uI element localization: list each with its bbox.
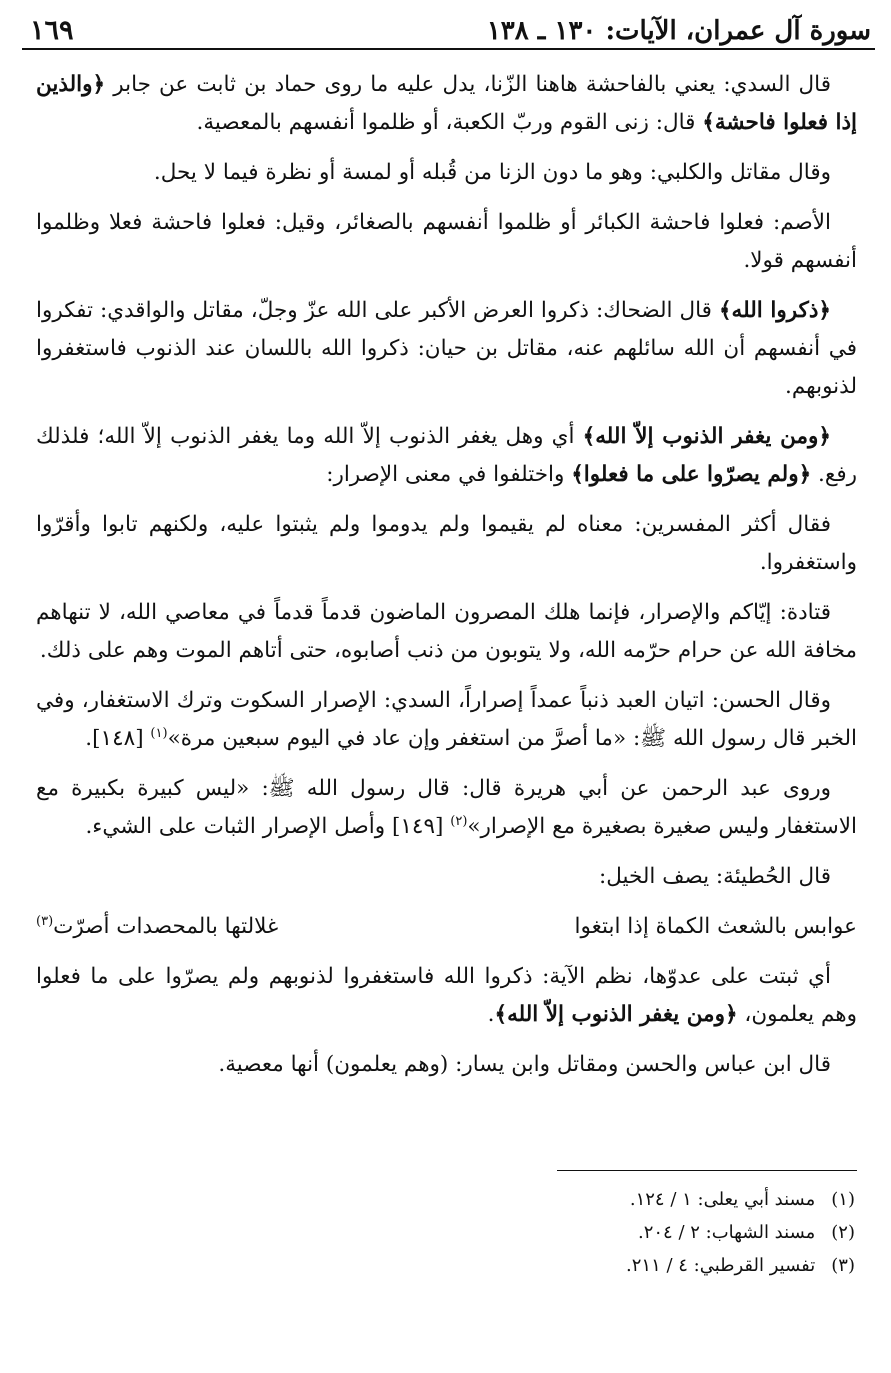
paragraph (36, 66, 857, 142)
footnote-marker: (٣) (36, 913, 54, 929)
paragraph-text: وقال الحسن: اتيان العبد ذنباً عمداً إصراراً، السدي: الإصرار السكوت وترك الاستغفار، وفي الخبر قال رسول الله ﷺ: «ما أصرَّ من استغفر وإن عاد في اليوم سبعين مرة» (36, 688, 857, 751)
footnote (626, 1249, 855, 1282)
footnote-number: (١) (831, 1189, 855, 1210)
footnote-text: تفسير القرطبي: ٤ / ٢١١. (626, 1255, 816, 1276)
footnote-number: (٢) (831, 1222, 855, 1243)
paragraph (36, 418, 857, 494)
paragraph-text: [١٤٨]. (85, 726, 151, 751)
footnote-number: (٣) (831, 1255, 855, 1276)
paragraph (36, 506, 857, 582)
footnote (626, 1183, 855, 1216)
footnote-text: مسند أبي يعلى: ١ / ١٢٤. (629, 1189, 816, 1210)
surah-title: سورة آل عمران، الآيات: ١٣٠ ـ ١٣٨ (486, 16, 871, 46)
paragraph (36, 204, 857, 280)
paragraph-text: وروى عبد الرحمن عن أبي هريرة قال: قال رسول الله ﷺ: «ليس كبيرة بكبيرة مع الاستغفار وليس صغيرة بصغيرة مع الإصرار» (36, 776, 857, 839)
paragraph-text: [١٤٩] وأصل الإصرار الثبات على الشيء. (85, 814, 451, 839)
quran-quote: ﴿ولم يصرّوا على ما فعلوا﴾ (571, 462, 812, 487)
paragraphs-before-verse (36, 66, 857, 896)
poetry-verse (36, 908, 857, 946)
verse-second-hemistich (36, 908, 278, 946)
page-number: ١٦٩ (30, 15, 74, 46)
paragraph (36, 958, 857, 1034)
footnote (626, 1216, 855, 1249)
verse-first-hemistich (575, 908, 857, 946)
paragraph-text: أي ثبتت على عدوّها، نظم الآية: ذكروا الله فاستغفروا لذنوبهم ولم يصرّوا على ما فعلوا وهم يعلمون، (36, 964, 857, 1027)
paragraph-text: قال الحُطيئة: يصف الخيل: (598, 864, 831, 889)
paragraph-text: قال: زنى القوم وربّ الكعبة، أو ظلموا أنفسهم بالمعصية. (196, 110, 703, 135)
quran-quote: ﴿ذكروا الله﴾ (718, 298, 831, 323)
paragraph (36, 1046, 857, 1084)
paragraphs-after-verse (36, 958, 857, 1084)
running-header (30, 6, 871, 46)
paragraph-text: قال الضحاك: ذكروا العرض الأكبر على الله عزّ وجلّ، مقاتل والواقدي: تفكروا في أنفسهم أن الله سائلهم عنه، مقاتل بن حيان: ذكروا الله باللسان عند الذنوب فاستغفروا لذنوبهم. (36, 298, 857, 399)
paragraph (36, 594, 857, 670)
quran-quote: ﴿ومن يغفر الذنوب إلاّ الله﴾ (494, 1002, 738, 1027)
paragraph-text: الأصم: فعلوا فاحشة الكبائر أو ظلموا أنفسهم بالصغائر، وقيل: فعلوا فاحشة فعلا وظلموا أنفسهم قولا. (36, 210, 857, 273)
footnotes (626, 1183, 855, 1282)
verse-first-text: عوابس بالشعث الكماة إذا ابتغوا (574, 914, 857, 939)
paragraph-text: قتادة: إيّاكم والإصرار، فإنما هلك المصرون الماضون قدماً قدماً في معاصي الله، لا تنهاهم مخافة الله عن حرام حرّمه الله، ولا يتوبون من ذنب أصابوه، حتى أتاهم الموت وهم على ذلك. (36, 600, 857, 663)
paragraph (36, 682, 857, 758)
verse-second-text: غلالتها بالمحصدات أصرّت (53, 914, 279, 939)
quran-quote: ﴿والذين إذا فعلوا فاحشة﴾ (36, 72, 857, 135)
quran-quote: ﴿ومن يغفر الذنوب إلاّ الله﴾ (582, 424, 832, 449)
paragraph-text: قال ابن عباس والحسن ومقاتل وابن يسار: (وهم يعلمون) أنها معصية. (218, 1052, 831, 1077)
paragraph-text: . (487, 1002, 495, 1027)
footnote-text: مسند الشهاب: ٢ / ٢٠٤. (637, 1222, 816, 1243)
paragraph (36, 858, 857, 896)
paragraph (36, 292, 857, 406)
footnote-marker: (١) (150, 725, 168, 741)
header-divider (22, 48, 875, 50)
paragraph (36, 770, 857, 846)
paragraph (36, 154, 857, 192)
paragraph-text: فقال أكثر المفسرين: معناه لم يقيموا ولم يدوموا ولم يثبتوا عليه، ولكنهم تابوا وأقرّوا واستغفروا. (36, 512, 857, 575)
paragraph-text: أي وهل يغفر الذنوب إلاّ الله وما يغفر الذنوب إلاّ الله؛ فلذلك رفع. (36, 424, 857, 487)
paragraph-text: واختلفوا في معنى الإصرار: (326, 462, 572, 487)
main-text (36, 66, 857, 1096)
paragraph-text: قال السدي: يعني بالفاحشة هاهنا الزّنا، يدل عليه ما روى حماد بن ثابت عن جابر (105, 72, 831, 97)
footnote-marker: (٢) (450, 813, 468, 829)
footnote-divider (557, 1170, 857, 1171)
paragraph-text: وقال مقاتل والكلبي: وهو ما دون الزنا من قُبله أو لمسة أو نظرة فيما لا يحل. (153, 160, 831, 185)
